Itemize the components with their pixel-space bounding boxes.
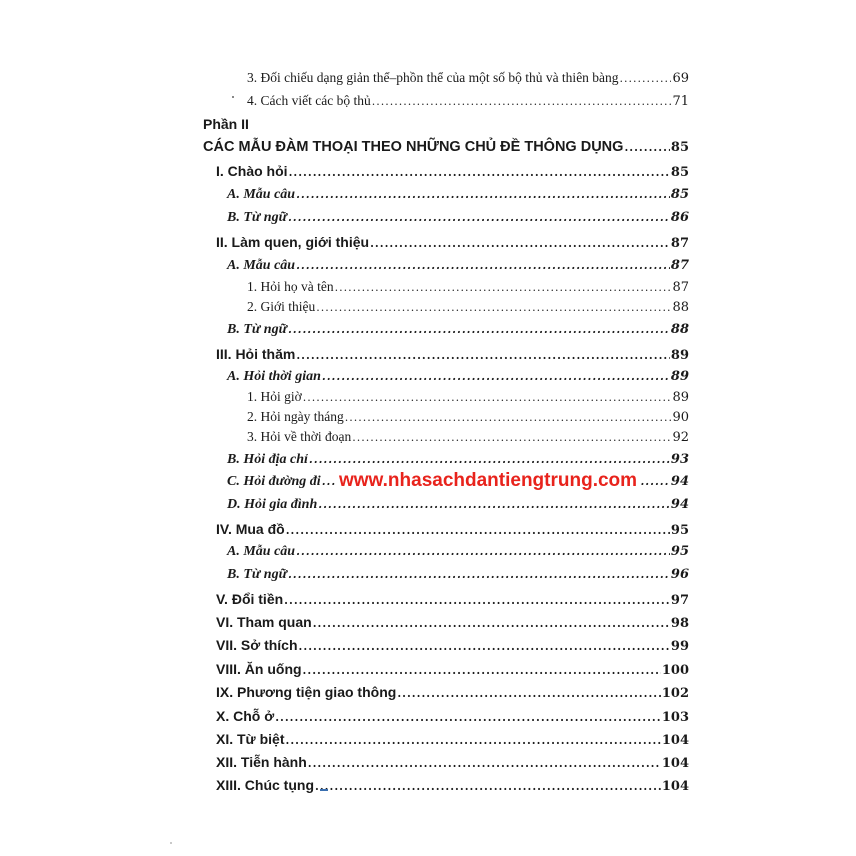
toc-entry-title: IV. Mua đồ (216, 521, 285, 537)
toc-entry-page: 96 (670, 567, 689, 582)
toc-leader (352, 431, 671, 444)
toc-leader (313, 617, 670, 630)
toc-entry (216, 637, 689, 657)
toc-leader (296, 349, 670, 362)
toc-entry (227, 322, 689, 342)
toc-leader (397, 687, 661, 700)
toc-leader (299, 640, 670, 653)
toc-leader (288, 568, 670, 581)
toc-entry-title: D. Hỏi gia đình (227, 497, 318, 512)
toc-entry-title: XII. Tiễn hành (216, 754, 307, 770)
toc-entry-title: C. Hỏi đường đi (227, 474, 321, 489)
toc-entry-title: 3. Hỏi về thời đoạn (247, 429, 352, 444)
toc-entry-page: 87 (670, 258, 689, 273)
toc-leader (288, 323, 670, 336)
toc-entry-title: B. Từ ngữ (227, 322, 287, 337)
toc-entry-page: 89 (670, 348, 689, 363)
toc-entry (227, 544, 689, 564)
toc-leader (288, 211, 670, 224)
toc-entry-page: 87 (672, 280, 689, 295)
toc-entry-page: 85 (670, 187, 689, 202)
toc-entry (247, 429, 689, 449)
toc-entry (216, 754, 689, 774)
toc-leader (285, 734, 660, 747)
toc-entry-title: B. Hỏi địa chỉ (227, 452, 308, 467)
toc-entry-page: 88 (670, 322, 689, 337)
toc-entry-title: VIII. Ăn uống (216, 661, 302, 677)
part-title (203, 139, 689, 159)
toc-entry-title: 1. Hỏi giờ (247, 389, 302, 404)
toc-entry-page: 99 (670, 639, 689, 654)
toc-entry-title: A. Mẫu câu (227, 544, 296, 559)
toc-leader (284, 594, 670, 607)
toc-entry (227, 567, 689, 587)
part-label: Phần II (203, 116, 249, 132)
toc-entry (227, 210, 689, 230)
toc-leader (316, 301, 671, 314)
toc-entry (216, 346, 689, 366)
toc-leader (309, 453, 670, 466)
toc-entry-page: 89 (670, 369, 689, 384)
toc-entry (216, 731, 689, 751)
toc-entry-title: 2. Hỏi ngày tháng (247, 409, 344, 424)
toc-entry-title: III. Hỏi thăm (216, 346, 296, 362)
toc-entry-page: 104 (661, 779, 689, 794)
toc-leader (296, 259, 670, 272)
toc-leader (620, 72, 672, 85)
toc-entry-page: 104 (661, 756, 689, 771)
toc-entry-page: 92 (672, 430, 689, 445)
toc-entry (227, 497, 689, 517)
toc-entry-title: XI. Từ biệt (216, 731, 285, 747)
toc-entry-page: 103 (661, 710, 689, 725)
toc-entry (216, 591, 689, 611)
toc-entry-title: VII. Sở thích (216, 637, 298, 653)
toc-entry-title: X. Chỗ ở (216, 708, 275, 724)
toc-entry-title: CÁC MẪU ĐÀM THOẠI THEO NHỮNG CHỦ ĐỀ THÔNG DỤNG (203, 139, 624, 155)
toc-entry-page: 90 (672, 410, 689, 425)
toc-entry-page: 97 (670, 593, 689, 608)
toc-entry-page: 71 (672, 94, 689, 109)
toc-leader (318, 498, 670, 511)
toc-entry-title: B. Từ ngữ (227, 567, 287, 582)
scan-speck (232, 96, 234, 98)
scan-speck (320, 789, 328, 791)
scan-speck (170, 842, 172, 844)
toc-entry-page: 85 (670, 165, 689, 180)
toc-entry-title: I. Chào hỏi (216, 163, 288, 179)
toc-entry (227, 187, 689, 207)
toc-entry-title: IX. Phương tiện giao thông (216, 684, 397, 700)
toc-leader (370, 237, 670, 250)
toc-entry (216, 684, 689, 704)
toc-entry-title: 1. Hỏi họ và tên (247, 279, 334, 294)
toc-entry-page: 102 (661, 686, 689, 701)
toc-entry-page: 86 (670, 210, 689, 225)
toc-entry-page: 69 (672, 71, 689, 86)
toc-leader (322, 370, 670, 383)
toc-leader (345, 411, 672, 424)
toc-entry (216, 614, 689, 634)
toc-entry-title: 2. Giới thiệu (247, 299, 316, 314)
toc-entry-page: 94 (670, 497, 689, 512)
toc-entry-page: 88 (672, 300, 689, 315)
toc-leader (286, 524, 670, 537)
toc-leader (372, 95, 672, 108)
toc-entry (247, 409, 689, 429)
toc-entry (216, 708, 689, 728)
toc-entry (247, 389, 689, 409)
toc-leader (308, 757, 661, 770)
toc-entry (216, 521, 689, 541)
toc-entry (216, 234, 689, 254)
toc-entry (247, 299, 689, 319)
toc-entry (227, 258, 689, 278)
toc-entry-title: V. Đổi tiền (216, 591, 284, 607)
toc-entry (216, 163, 689, 183)
toc-entry-page: 93 (670, 452, 689, 467)
toc-entry (216, 661, 689, 681)
toc-entry-page: 95 (670, 544, 689, 559)
toc-entry-title: II. Làm quen, giới thiệu (216, 234, 370, 250)
toc-entry-title: A. Hỏi thời gian (227, 369, 321, 384)
toc-entry-title: A. Mẫu câu (227, 258, 296, 273)
toc-entry (247, 70, 689, 90)
toc-entry-page: 94 (670, 474, 689, 489)
toc-entry-page: 89 (672, 390, 689, 405)
toc-leader (303, 391, 672, 404)
toc-entry (227, 452, 689, 472)
toc-entry-title: 4. Cách viết các bộ thủ (247, 93, 371, 108)
toc-entry (247, 93, 689, 113)
toc-leader (296, 545, 670, 558)
toc-leader (335, 281, 672, 294)
toc-leader (275, 711, 661, 724)
toc-entry-page: 98 (670, 616, 689, 631)
toc-entry-page: 104 (661, 733, 689, 748)
toc-entry (216, 777, 689, 797)
toc-entry (227, 369, 689, 389)
toc-entry-title: A. Mẫu câu (227, 187, 296, 202)
toc-entry-page: 100 (661, 663, 689, 678)
watermark-url: www.nhasachdantiengtrung.com (339, 470, 638, 491)
toc-entry-page: 95 (670, 523, 689, 538)
toc-leader (315, 780, 661, 793)
toc-entry-title: 3. Đối chiếu dạng giản thể–phồn thể của một số bộ thủ và thiên bàng (247, 70, 619, 85)
toc-entry-title: B. Từ ngữ (227, 210, 287, 225)
toc-entry-page: 87 (670, 236, 689, 251)
toc-entry-title: VI. Tham quan (216, 614, 312, 630)
toc-leader (289, 166, 670, 179)
toc-leader (303, 664, 661, 677)
toc-leader (296, 188, 670, 201)
toc-entry-title: XIII. Chúc tụng (216, 777, 314, 793)
toc-entry-page: 85 (670, 140, 689, 155)
toc-leader (624, 141, 669, 154)
toc-entry (247, 279, 689, 299)
